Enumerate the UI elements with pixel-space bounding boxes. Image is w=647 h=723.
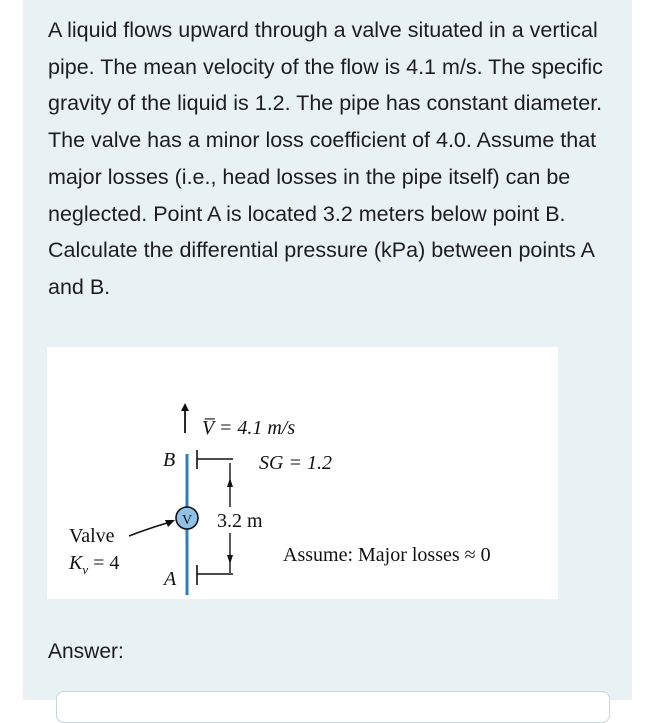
valve-symbol-letter: V xyxy=(181,513,193,528)
point-b-label: B xyxy=(163,449,176,471)
question-text: A liquid flows upward through a valve situated in a vertical pipe. The mean velocity of the flow is 4.1 m/s. The specific gravity of the liquid is 1.2. The pipe has constant diameter. The valve has a minor loss coefficient of 4.0. Assume that major losses (i.e., head losses in the pipe itself) can be neglected. Point A is located 3.2 meters below point B. Calculate the differential pressure (kPa) between points A and B. xyxy=(48,18,603,299)
point-a-label: A xyxy=(164,568,177,590)
valve-label: Valve xyxy=(69,525,115,547)
valve-leader-arrow xyxy=(129,520,175,536)
answer-input[interactable] xyxy=(56,691,610,723)
problem-figure xyxy=(47,347,558,599)
velocity-arrow xyxy=(181,403,189,433)
answer-label: Answer: xyxy=(48,640,124,663)
height-label: 3.2 m xyxy=(217,510,263,532)
sg-label: SG = 1.2 xyxy=(259,452,332,474)
velocity-label: V̅ = 4.1 m/s xyxy=(202,417,296,439)
kv-label: $K_v = 4$ xyxy=(69,552,120,577)
assumption-label: Assume: Major losses ≈ 0 xyxy=(283,544,491,566)
